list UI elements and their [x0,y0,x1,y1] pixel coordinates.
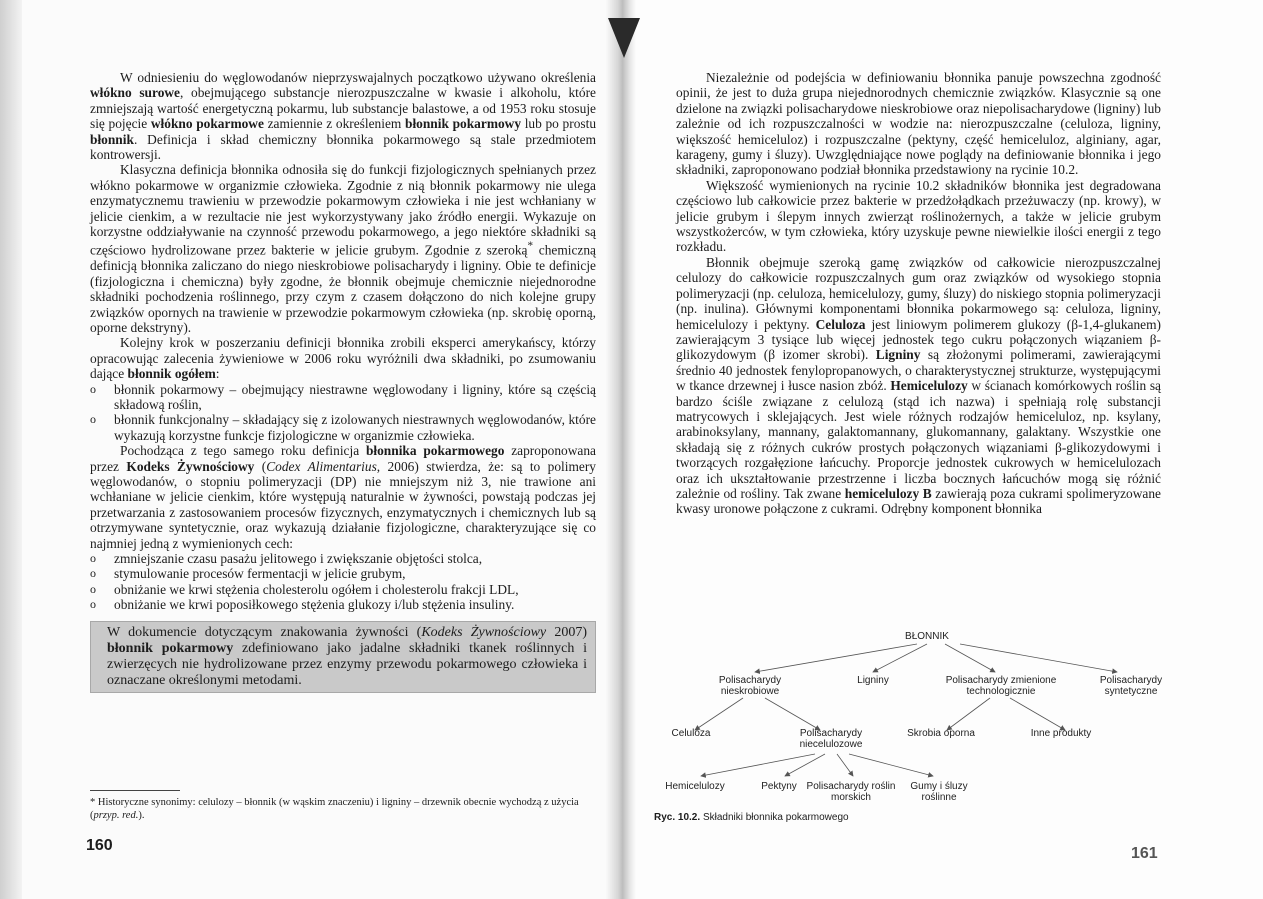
fiber-classification-diagram [655,626,1235,802]
diagram-node: Polisacharydy syntetyczne [1099,675,1163,697]
diagram-node: Hemicelulozy [665,781,725,792]
connector-line [947,698,990,730]
diagram-node: Celuloza [671,728,711,739]
diagram-node: Polisacharydy roślin morskich [806,781,896,803]
connector-line [873,644,927,672]
caption-text: Składniki błonnika pokarmowego [702,812,849,823]
bold-term: Kodeks Żywnościowy [126,458,255,474]
diagram-node: Polisacharydy zmienione technologicznie [945,675,1057,697]
diagram-node: Ligniny [857,675,889,686]
connector-line [695,698,743,730]
connector-line [765,698,820,730]
list-item: o stymulowanie procesów fermentacji w jelicie grubym, [90,566,596,581]
diagram-connectors [655,626,1235,802]
list-item: o obniżanie we krwi stężenia cholesterolu ogółem i cholesterolu frakcji LDL, [90,582,596,597]
list-item: o zmniejszanie czasu pasażu jelitowego i zwiększanie objętości stolca, [90,551,596,566]
figure-caption [654,812,849,823]
bold-term: hemicelulozy B [844,485,932,501]
bold-term: błonnik [90,131,134,147]
right-text-column [676,70,1161,517]
caption-label: Ryc. 10.2. [654,812,701,823]
footnote: * Historyczne synonimy: celulozy – błonnik (w wąskim znaczeniu) i ligniny – drzewnik obecnie wychodzą z użycia (przyp. red.). [90,797,579,821]
diagram-node: Polisacharydy nieskrobiowe [718,675,782,697]
bold-term: włókno pokarmowe [150,116,264,132]
connector-line [945,644,995,672]
bold-term: Hemicelulozy [890,378,968,394]
bold-term: błonnik pokarmowy [107,640,234,656]
diagram-node: Polisacharydy niecelulozowe [799,728,863,750]
left-binding-shadow [0,0,22,899]
paragraph: Pochodząca z tego samego roku definicja błonnika pokarmowego zaproponowana przez Kodeks Żywnościowy (Codex Alimentarius, 2006) stwierdza, że: są to polimery węglowodanów, o stopniu polimeryzacji (DP) nie mniejszym niż 3, nie trawione ani wchłaniane w jelicie cienkim, które występują naturalnie w żywności, powstają podczas jej przetwarzania z zastosowaniem procesów fizycznych, enzymatycznych i chemicznych lub są otrzymywane syntetycznie, oraz wykazują działanie fizjologiczne, charakteryzujące się co najmniej jedną z wymienionych cech: [90,443,597,551]
connector-line [701,754,815,776]
book-gutter [606,0,636,899]
paragraph: Klasyczna definicja błonnika odnosiła się do funkcji fizjologicznych spełnianych przez włókno pokarmowe w organizmie człowieka. Zgodnie z nią błonnik pokarmowy nie ulega enzymatycznemu trawieniu w przewodzie pokarmowym człowieka i nie jest wchłaniany w jelicie cienkim, a w rezultacie nie jest wykorzystywany jako źródło energii. Wykazuje on korzystne oddziaływanie na czynność przewodu pokarmowego, a jego niektóre składniki są częściowo hydrolizowane przez bakterie w jelicie grubym. Zgodnie z szeroką* chemiczną definicją błonnika zaliczano do niego nieskrobiowe polisacharydy i ligniny. Obie te definicje (fizjologiczna i chemiczna) były zgodne, że błonnik obejmuje chemicznie niejednorodne składniki pochodzenia roślinnego, przy czym z czasem dołączono do nich kolejne grupy związków opornych na trawienie w przewodzie pokarmowym człowieka (np. skrobię oporną, oporne dekstryny). [90,162,596,335]
paragraph: Kolejny krok w poszerzaniu definicji błonnika zrobili eksperci amerykańscy, którzy opracowując zalecenia żywieniowe w 2006 roku wyróżnili dwa składniki, po zsumowaniu dające błonnik ogółem: [90,335,596,382]
bold-term: błonnik ogółem [127,366,216,382]
connector-line [755,644,917,672]
connector-line [849,754,933,776]
page-number-right: 161 [1131,845,1158,862]
bold-term: błonnika pokarmowego [365,443,505,459]
diagram-node: Skrobia oporna [907,728,975,739]
diagram-node-root: BŁONNIK [905,631,949,642]
definition-box-text: W dokumencie dotyczącym znakowania żywności (Kodeks Żywnościowy 2007) błonnik pokarmowy zdefiniowano jako jadalne składniki tkanek roślinnych i zwierzęcych nie hydrolizowane przez enzymy przewodu pokarmowego człowieka i oznaczane określonymi metodami. [107,624,588,688]
paragraph: Większość wymienionych na rycinie 10.2 składników błonnika jest degradowana częściowo lub całkowicie przez bakterie w przedżołądkach przeżuwaczy (np. krowy), w jelicie grubym i ślepym innych zwierząt roślinożernych, a także w jelicie grubym wszystkożerców, w tym człowieka, który uzyskuje pewne niewielkie ilości energii z tego rozkładu. [676,177,1161,255]
list-item: o błonnik funkcjonalny – składający się z izolowanych niestrawnych węglowodanów, które wykazują korzystne funkcje fizjologiczne w organizmie człowieka. [90,412,596,443]
footnote-divider [90,790,180,791]
italic-term: Codex Alimentarius [266,458,377,474]
list-item: o błonnik pokarmowy – obejmujący niestrawne węglowodany i ligniny, które są częścią składową roślin, [90,382,596,413]
bold-term: Celuloza [815,316,866,332]
gutter-mark [608,18,640,58]
diagram-node: Pektyny [761,781,797,792]
italic-term: przyp. red. [93,810,139,821]
diagram-node: Gumy i śluzy roślinne [910,781,968,803]
bold-term: włókno surowe [90,85,181,101]
left-text-column [90,70,596,693]
footnote-marker: * [527,240,534,253]
connector-line [837,754,853,776]
diagram-node: Inne produkty [1030,728,1092,739]
definition-box [90,621,596,693]
page-number-left: 160 [86,837,113,854]
list-item: o obniżanie we krwi poposiłkowego stężenia glukozy i/lub stężenia insuliny. [90,597,596,612]
connector-line [960,644,1117,672]
connector-line [1010,698,1065,730]
connector-line [785,754,825,776]
bullet-list-effects [90,551,596,613]
italic-term: Kodeks Żywnościowy [421,624,547,640]
paragraph: Niezależnie od podejścia w definiowaniu błonnika panuje powszechna zgodność opinii, że jest to duża grupa niejednorodnych chemicznie związków. Klasycznie są one dzielone na związki polisacharydowe nieskrobiowe oraz niepolisacharydowe (ligniny) lub zależnie od ich rozpuszczalności w wodzie na: nierozpuszczalne (celuloza, ligniny, większość hemiceluloz) i rozpuszczalne (pektyny, część hemiceluloz, alginiany, agar, karageny, gumy i śluzy). Uwzględniające nowe poglądy na definiowanie błonnika i jego składniki, zaproponowano podział błonnika przedstawiony na rycinie 10.2. [676,70,1161,178]
bold-term: Ligniny [875,347,921,363]
bold-term: błonnik pokarmowy [405,116,522,132]
paragraph: W odniesieniu do węglowodanów nieprzyswajalnych początkowo używano określenia włókno surowe, obejmującego substancje nierozpuszczalne w kwasie i alkoholu, które zmniejszają wartość energetyczną pokarmu, lub substancje balastowe, a od 1953 roku stosuje się pojęcie włókno pokarmowe zamiennie z określeniem błonnik pokarmowy lub po prostu błonnik. Definicja i skład chemiczny błonnika pokarmowego są stale przedmiotem kontrowersji. [90,70,597,163]
paragraph: Błonnik obejmuje szeroką gamę związków od całkowicie nierozpuszczalnej celulozy do całkowicie rozpuszczalnych gum oraz związków od wysokiego stopnia polimeryzacji (np. celuloza, hemicelulozy, gumy, śluzy) do niskiego stopnia polimeryzacji (np. inulina). Głównymi komponentami błonnika pokarmowego są: celuloza, ligniny, hemicelulozy i pektyny. Celuloza jest liniowym polimerem glukozy (β-1,4-glukanem) zawierającym 3 tysiące lub więcej jednostek tego cukru połączonych wiązaniem β-glikozydowym (β izomer skrobi). Ligniny są złożonymi polimerami, zawierającymi średnio 40 jednostek fenylopropanowych, o charakterystycznej strukturze, występującymi w tkance drzewnej i łusce nasion zbóż. Hemicelulozy w ścianach komórkowych roślin są bardzo ściśle związane z celulozą (stąd ich nazwa) i spełniają rolę substancji matrycowych i sklejających. Jest wiele różnych rodzajów hemiceluloz, np. ksylany, arabinoksylany, mannany, galaktomannany, glukomannany, galaktany. Wszystkie one składają się z różnych cukrów prostych połączonych wiązaniami β-glikozydowymi i tworzących rozgałęzione łańcuchy. Proporcje jednostek cukrowych w hemicelulozach oraz ich ukształtowanie przestrzenne i liczba bocznych łańcuchów mogą się różnić zależnie od rośliny. Tak zwane hemicelulozy B zawierają poza cukrami spolimeryzowane kwasy uronowe połączone z cukrami. Odrębny komponent błonnika [676,254,1162,517]
bullet-list-fiber-types [90,382,596,444]
